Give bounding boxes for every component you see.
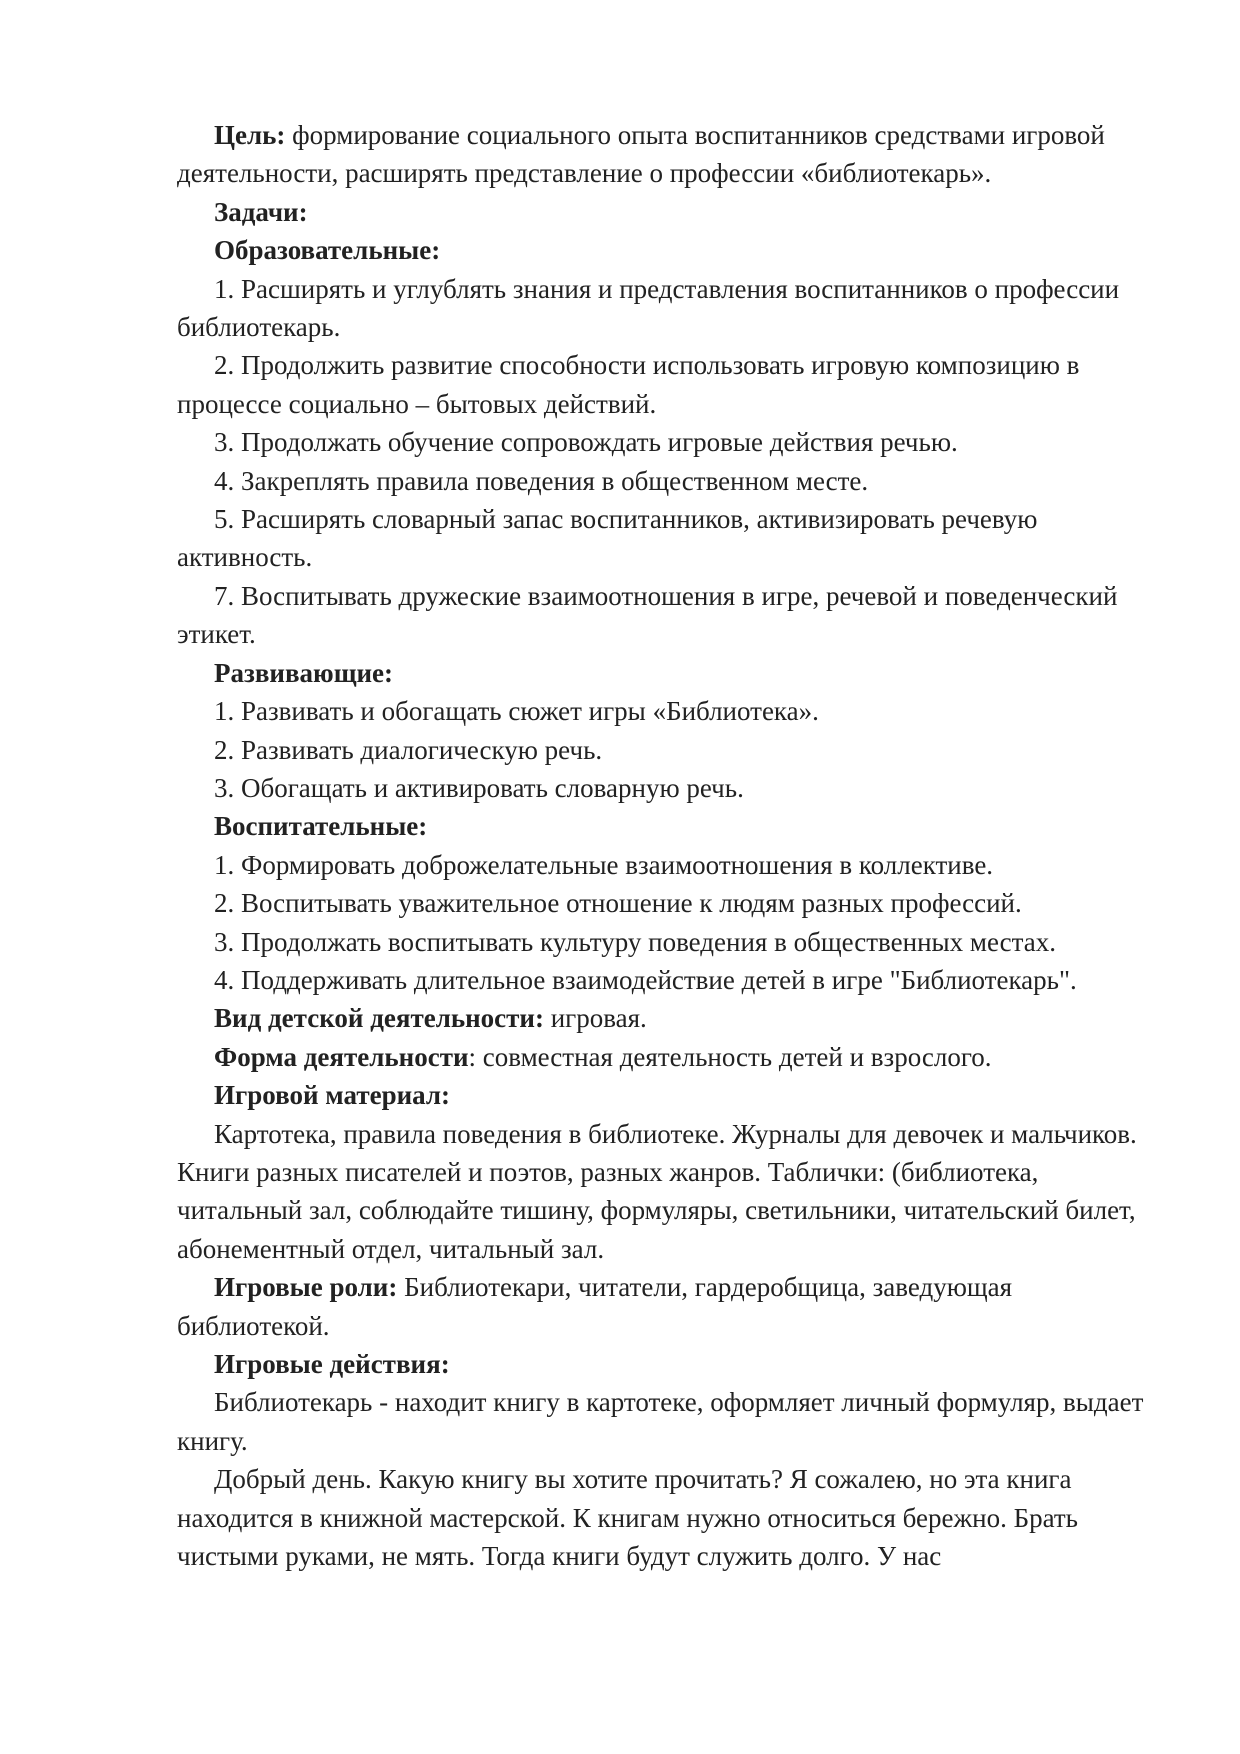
upbringing-heading: Воспитательные: — [214, 811, 428, 842]
goal-label: Цель: — [214, 120, 286, 150]
activity-form-paragraph — [177, 1038, 1167, 1076]
activity-form-label: Форма деятельности — [214, 1041, 469, 1072]
actions-paragraph: Библиотекарь - находит книгу в картотеке, оформляет личный формуляр, выдает книгу. — [177, 1387, 1144, 1456]
educational-item: 2. Продолжить развитие способности использовать игровую композицию в процессе социально – бытовых действий. — [177, 350, 1080, 419]
roles-paragraph — [177, 1268, 1167, 1345]
activity-form-text: : совместная деятельность детей и взрослого. — [468, 1041, 992, 1072]
educational-item: 7. Воспитывать дружеские взаимоотношения в игре, речевой и поведенческий этикет. — [177, 580, 1118, 650]
activity-type-paragraph — [177, 999, 1167, 1037]
goal-paragraph — [177, 116, 1167, 193]
tasks-heading: Задачи: — [214, 196, 308, 227]
activity-type-text: игровая. — [543, 1003, 647, 1034]
roles-label: Игровые роли: — [214, 1272, 398, 1303]
educational-item: 1. Расширять и углублять знания и представления воспитанников о профессии библиотекарь. — [177, 273, 1120, 343]
actions-paragraph: Добрый день. Какую книгу вы хотите прочитать? Я сожалею, но эта книга находится в книжной мастерской. К книгам нужно относиться бережно. Брать чистыми руками, не мять. Тогда книги будут служить долго. У нас — [177, 1464, 1078, 1572]
educational-item: 5. Расширять словарный запас воспитанников, активизировать речевую активность. — [177, 504, 1038, 573]
developing-heading: Развивающие: — [214, 657, 394, 688]
developing-item: 3. Обогащать и активировать словарную речь. — [214, 772, 744, 803]
upbringing-item: 3. Продолжать воспитывать культуру поведения в общественных местах. — [214, 926, 1056, 957]
developing-item: 2. Развивать диалогическую речь. — [214, 734, 603, 765]
document-body — [177, 116, 1167, 1575]
activity-type-label: Вид детской деятельности: — [214, 1003, 544, 1034]
goal-text: формирование социального опыта воспитанников средствами игровой деятельности, расширять представление о профессии «библиотекарь». — [177, 120, 1105, 189]
upbringing-item: 1. Формировать доброжелательные взаимоотношения в коллективе. — [214, 849, 994, 880]
educational-item: 3. Продолжать обучение сопровождать игровые действия речью. — [214, 427, 958, 458]
material-heading: Игровой материал: — [214, 1080, 451, 1111]
roles-text: Библиотекари, читатели, гардеробщица, заведующая библиотекой. — [177, 1272, 1013, 1341]
upbringing-item: 2. Воспитывать уважительное отношение к людям разных профессий. — [214, 888, 1022, 919]
educational-heading: Образовательные: — [214, 235, 441, 266]
educational-item: 4. Закреплять правила поведения в общественном месте. — [214, 465, 869, 496]
actions-heading: Игровые действия: — [214, 1349, 450, 1379]
developing-item: 1. Развивать и обогащать сюжет игры «Библиотека». — [214, 696, 819, 727]
material-paragraph: Картотека, правила поведения в библиотеке. Журналы для девочек и мальчиков. Книги разных писателей и поэтов, разных жанров. Таблички: (библиотека, читальный зал, соблюдайте тишину, формуляры, светильники, читательский билет, абонементный отдел, читальный зал. — [177, 1118, 1137, 1264]
upbringing-item: 4. Поддерживать длительное взаимодействие детей в игре "Библиотекарь". — [214, 964, 1077, 995]
